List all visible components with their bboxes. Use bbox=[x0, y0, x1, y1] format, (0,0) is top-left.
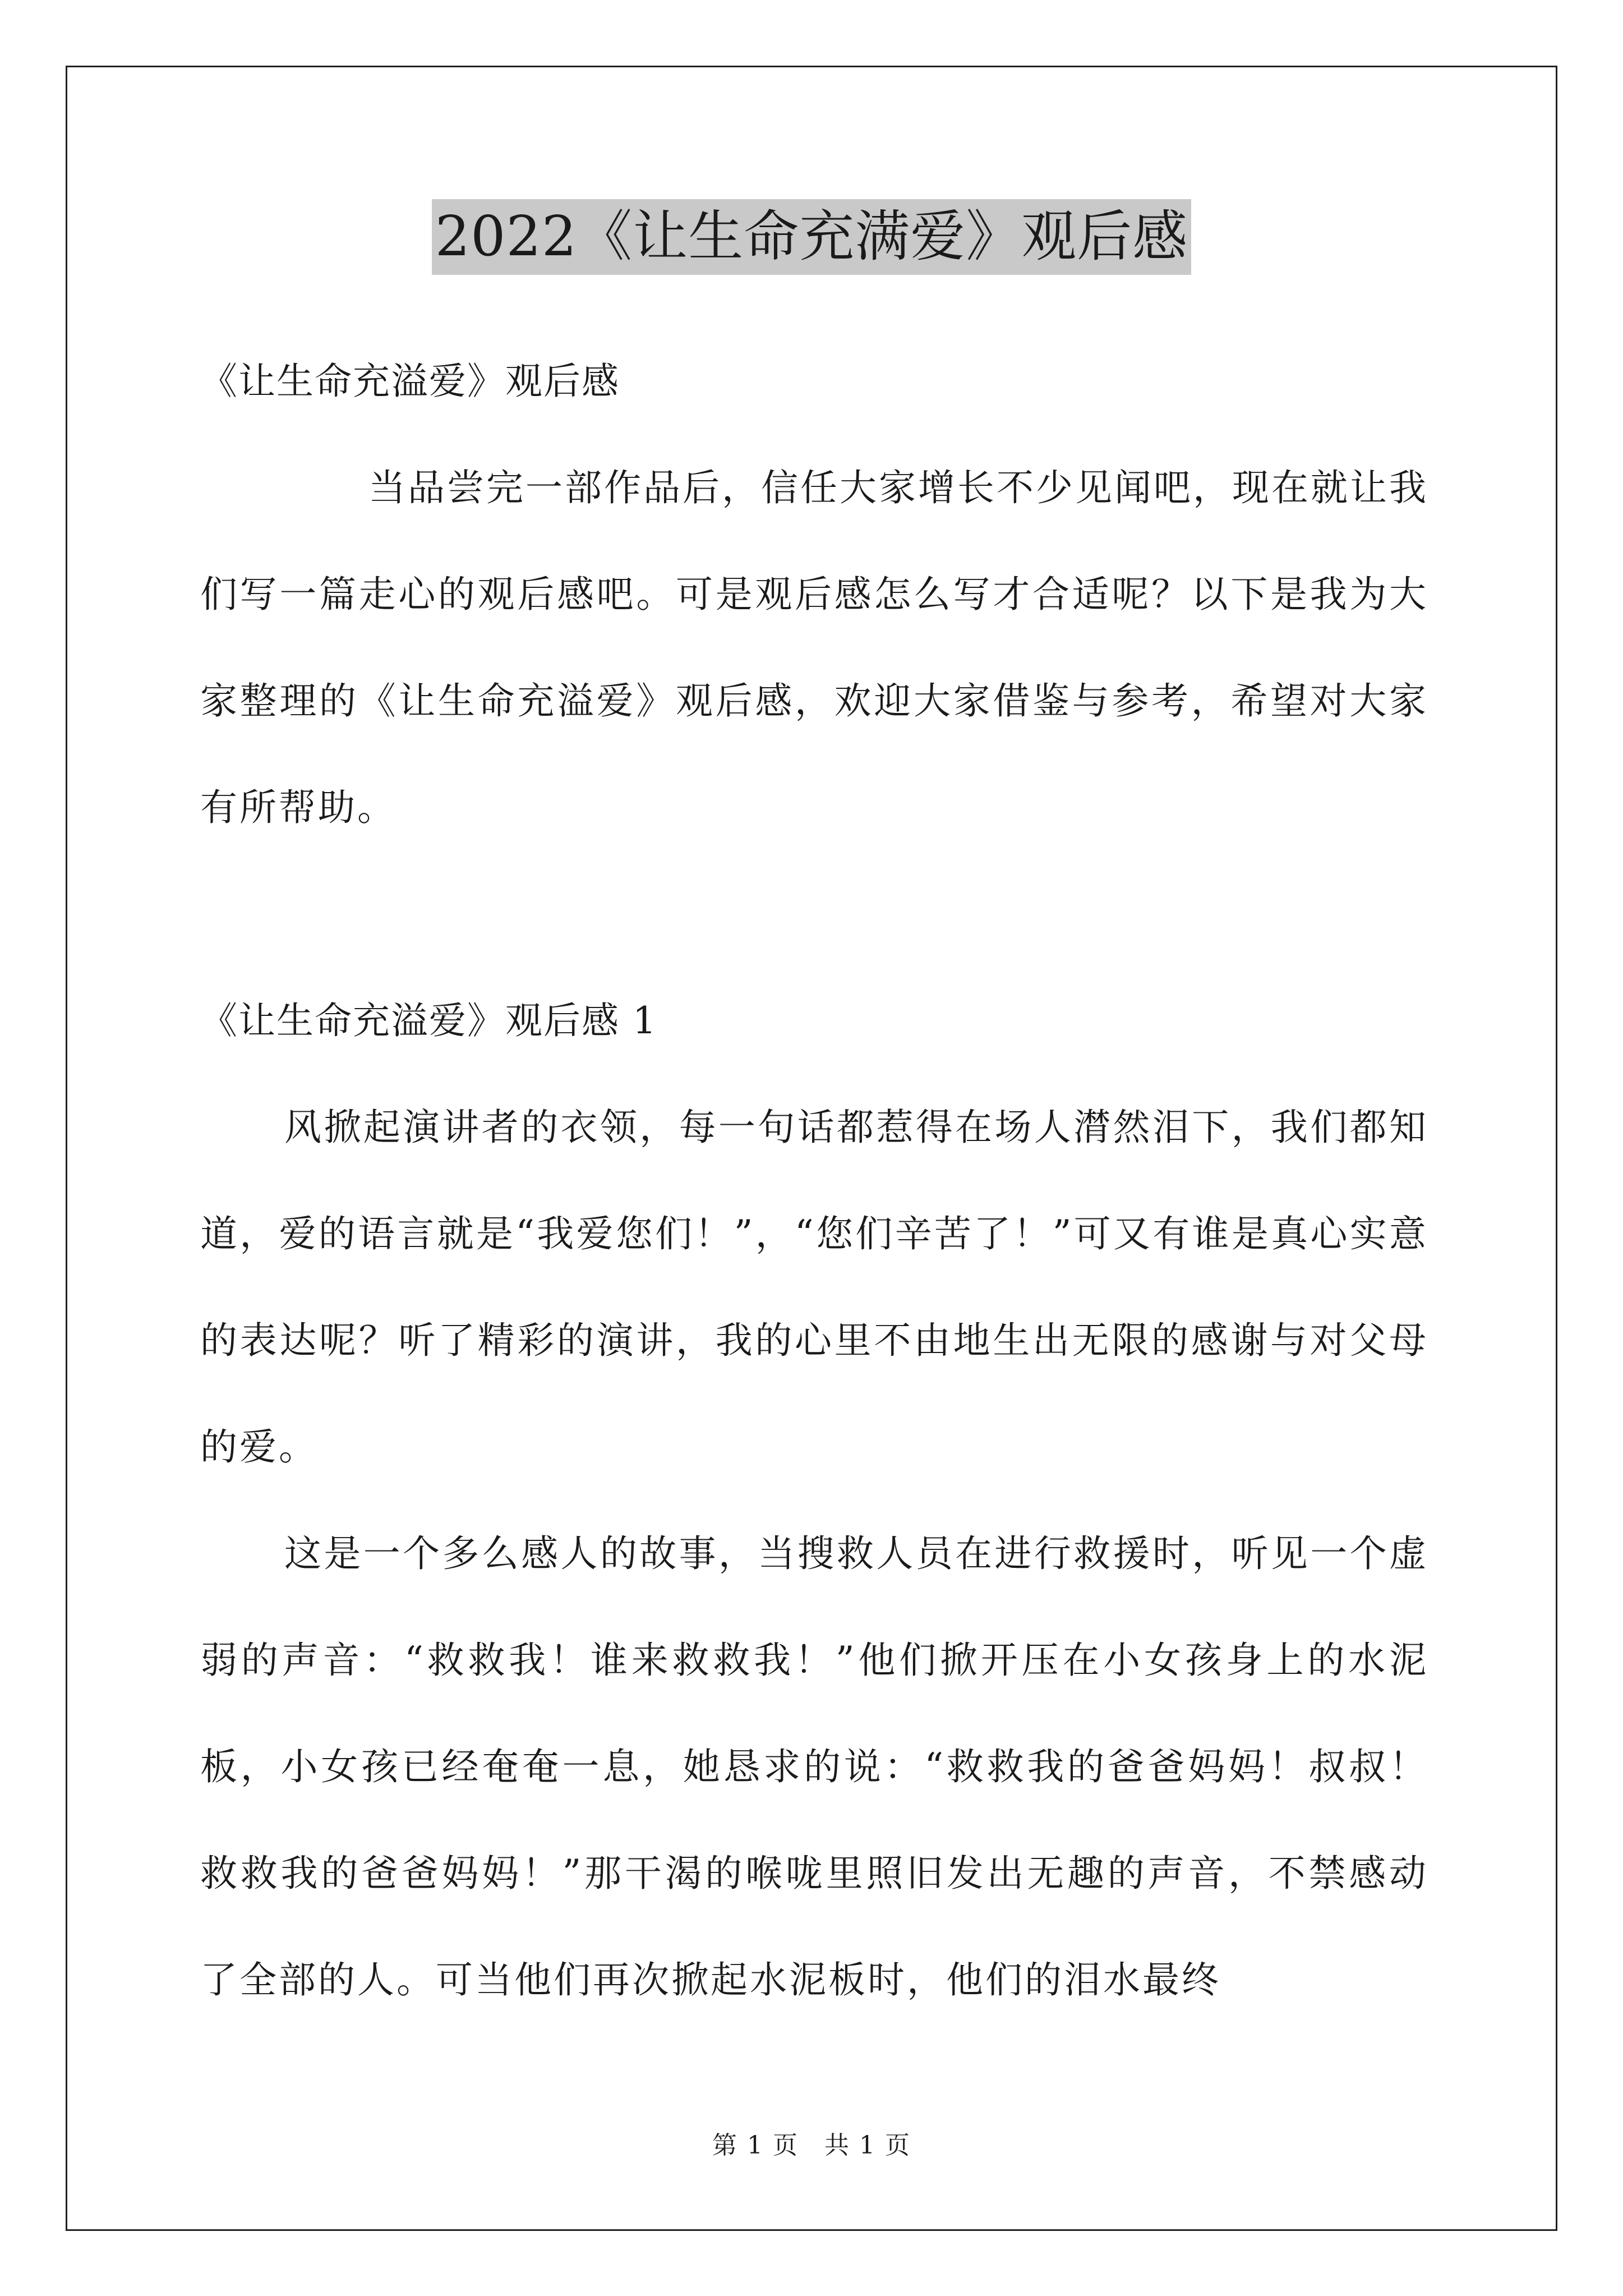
body-paragraph-2: 这是一个多么感人的故事，当搜救人员在进行救援时，听见一个虚弱的声音：“救救我！谁来救救我！”他们掀开压在小女孩身上的水泥板，小女孩已经奄奄一息，她恳求的说：“救救我的爸爸妈妈！叔叔！救救我的爸爸妈妈！”那干渴的喉咙里照旧发出无趣的声音，不禁感动了全部的人。可当他们再次掀起水泥板时，他们的泪水最终 bbox=[200, 1532, 1428, 2001]
section-heading: 《让生命充溢爱》观后感 1 bbox=[200, 999, 657, 1042]
document-body bbox=[200, 328, 1428, 2033]
intro-heading: 《让生命充溢爱》观后感 bbox=[200, 360, 620, 403]
page-footer: 第 1 页 共 1 页 bbox=[712, 2131, 911, 2160]
title-container bbox=[0, 199, 1623, 275]
section-spacer bbox=[200, 861, 1428, 968]
body-paragraph-1: 风掀起演讲者的衣领，每一句话都惹得在场人潸然泪下，我们都知道，爱的语言就是“我爱您们！”，“您们辛苦了！”可又有谁是真心实意的表达呢？听了精彩的演讲，我的心里不由地生出无限的感谢与对父母的爱。 bbox=[200, 1106, 1428, 1469]
intro-paragraph: 当品尝完一部作品后，信任大家增长不少见闻吧，现在就让我们写一篇走心的观后感吧。可是观后感怎么写才合适呢？以下是我为大家整理的《让生命充溢爱》观后感，欢迎大家借鉴与参考，希望对大家有所帮助。 bbox=[200, 466, 1428, 829]
document-title: 2022《让生命充满爱》观后感 bbox=[432, 199, 1191, 275]
